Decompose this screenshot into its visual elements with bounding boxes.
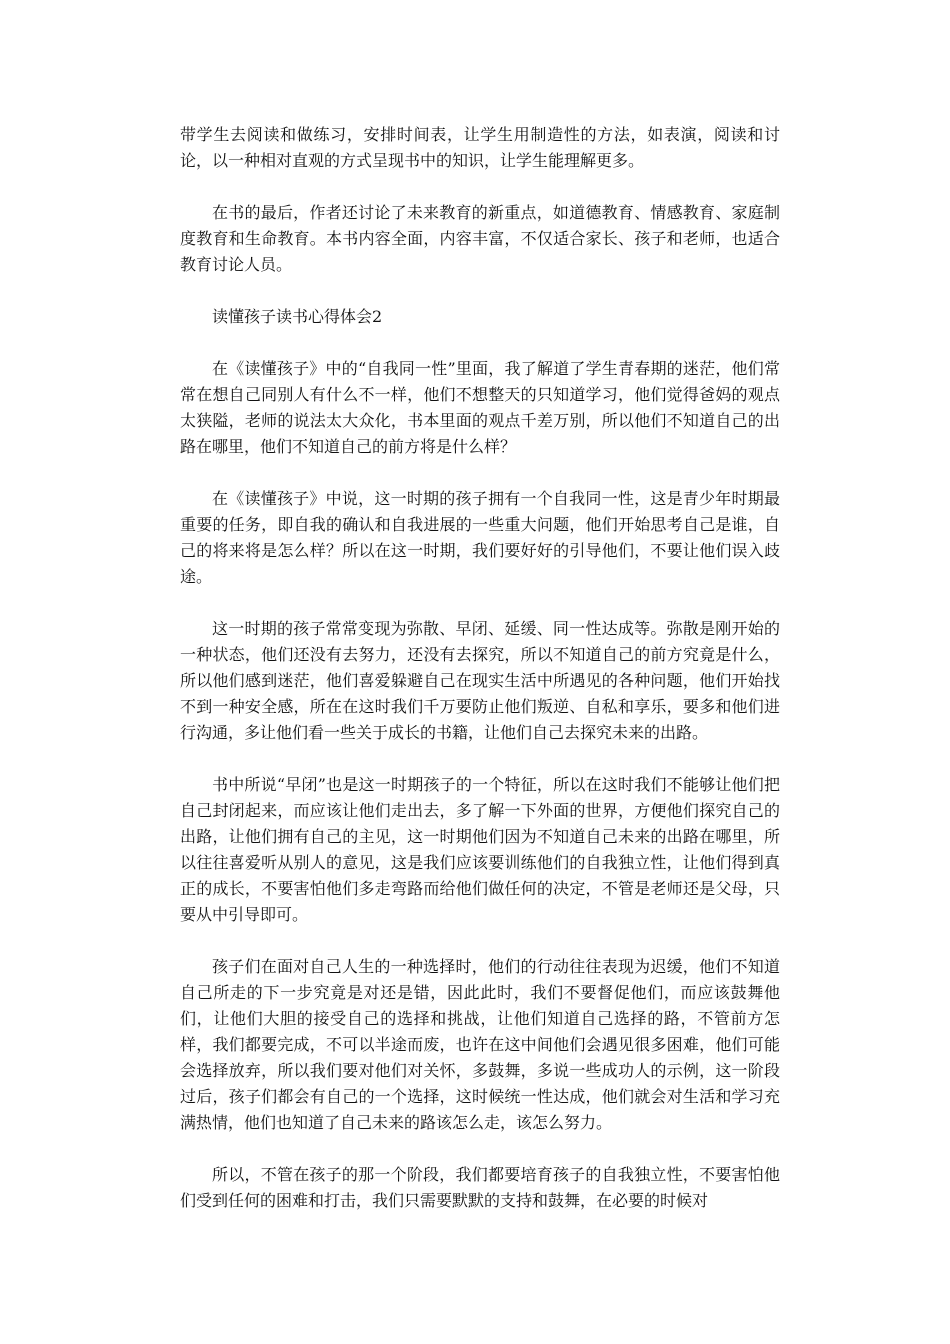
paragraph: 这一时期的孩子常常变现为弥散、早闭、延缓、同一性达成等。弥散是刚开始的一种状态，他们还没有去努力，还没有去探究，所以不知道自己的前方究竟是什么，所以他们感到迷茫，他们喜爱躲避自己在现实生活中所遇见的各种问题，他们开始找不到一种安全感，所在在这时我们千万要防止他们叛逆、自私和享乐，要多和他们进行沟通，多让他们看一些关于成长的书籍，让他们自己去探究未来的出路。	[180, 619, 780, 742]
section-heading: 读懂孩子读书心得体会2	[212, 307, 383, 326]
paragraph: 孩子们在面对自己人生的一种选择时，他们的行动往往表现为迟缓，他们不知道自己所走的下一步究竟是对还是错，因此此时，我们不要督促他们，而应该鼓舞他们，让他们大胆的接受自己的选择和挑战，让他们知道自己选择的路，不管前方怎样，我们都要完成，不可以半途而废，也许在这中间他们会遇见很多困难，他们可能会选择放弃，所以我们要对他们对关怀，多鼓舞，多说一些成功人的示例，这一阶段过后，孩子们都会有自己的一个选择，这时候统一性达成，他们就会对生活和学习充满热情，他们也知道了自己未来的路该怎么走，该怎么努力。	[180, 957, 780, 1132]
paragraph: 在《读懂孩子》中说，这一时期的孩子拥有一个自我同一性，这是青少年时期最重要的任务，即自我的确认和自我进展的一些重大问题，他们开始思考自己是谁，自己的将来将是怎么样？所以在这一时期，我们要好好的引导他们，不要让他们误入歧途。	[180, 489, 780, 586]
paragraph: 书中所说“早闭”也是这一时期孩子的一个特征，所以在这时我们不能够让他们把自己封闭起来，而应该让他们走出去，多了解一下外面的世界，方便他们探究自己的出路，让他们拥有自己的主见，这一时期他们因为不知道自己未来的出路在哪里，所以往往喜爱听从别人的意见，这是我们应该要训练他们的自我独立性，让他们得到真正的成长，不要害怕他们多走弯路而给他们做任何的决定，不管是老师还是父母，只要从中引导即可。	[180, 775, 780, 924]
paragraph: 在书的最后，作者还讨论了未来教育的新重点，如道德教育、情感教育、家庭制度教育和生命教育。本书内容全面，内容丰富，不仅适合家长、孩子和老师，也适合教育讨论人员。	[180, 203, 780, 274]
paragraph: 在《读懂孩子》中的“自我同一性”里面，我了解道了学生青春期的迷茫，他们常常在想自己同别人有什么不一样，他们不想整天的只知道学习，他们觉得爸妈的观点太狭隘，老师的说法太大众化，书本里面的观点千差万别，所以他们不知道自己的出路在哪里，他们不知道自己的前方将是什么样？	[180, 359, 780, 456]
document-body	[180, 122, 780, 1240]
paragraph: 所以，不管在孩子的那一个阶段，我们都要培育孩子的自我独立性，不要害怕他们受到任何的困难和打击，我们只需要默默的支持和鼓舞，在必要的时候对	[180, 1165, 780, 1210]
paragraph-continued: 带学生去阅读和做练习，安排时间表，让学生用制造性的方法，如表演，阅读和讨论，以一种相对直观的方式呈现书中的知识，让学生能理解更多。	[180, 125, 780, 170]
